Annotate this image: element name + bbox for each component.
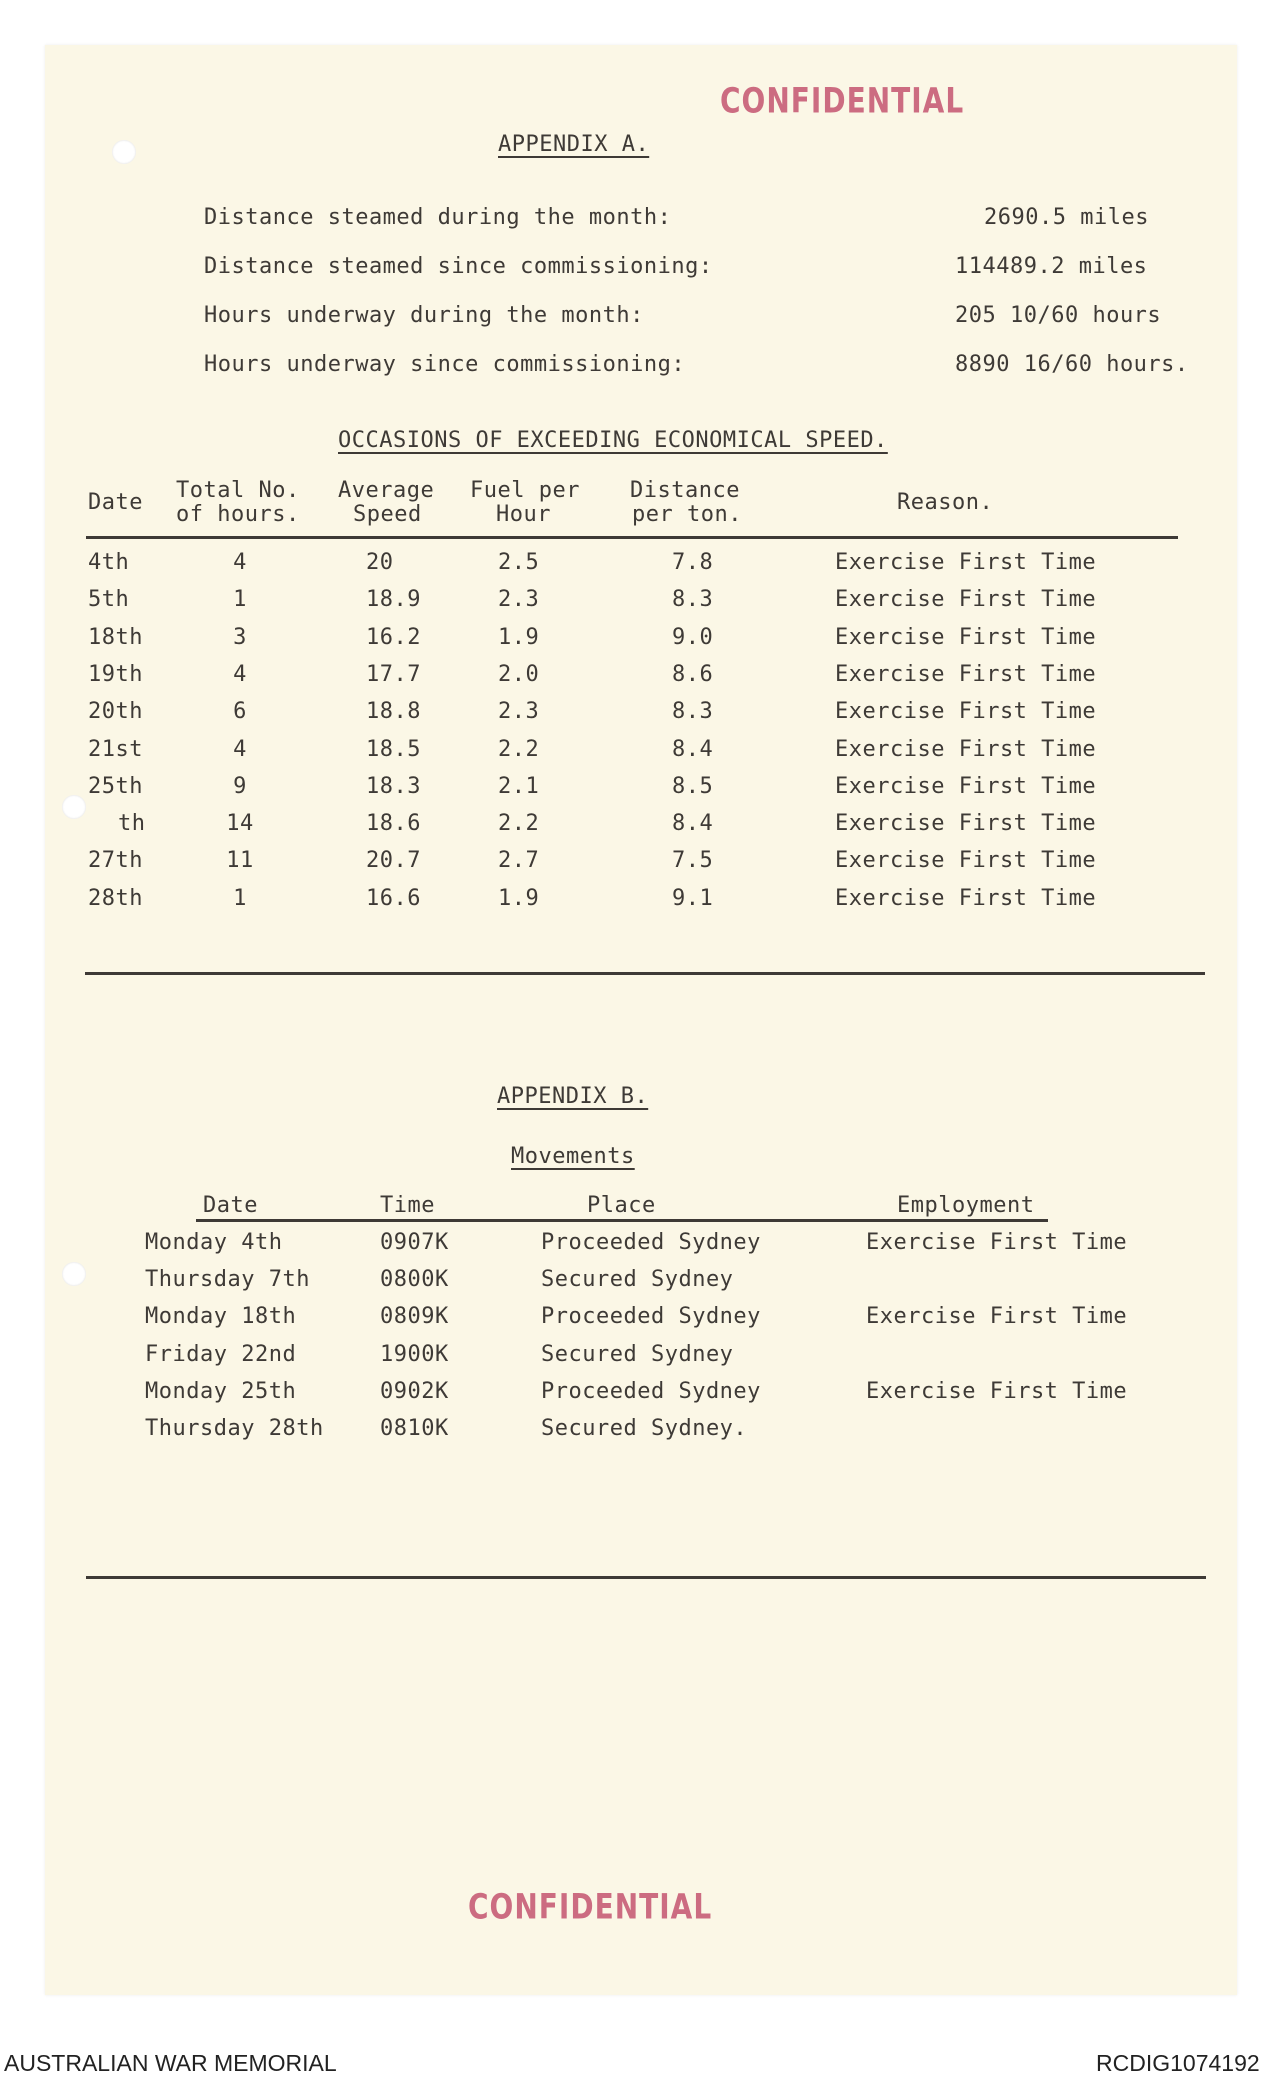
cell-speed: 18.9 (366, 587, 421, 613)
cell-hours: 4 (233, 550, 247, 575)
cell-b-date: Monday 18th (145, 1304, 297, 1330)
cell-reason: Exercise First Time (835, 699, 1097, 725)
cell-date: th (118, 811, 146, 837)
cell-fuel: 2.0 (498, 661, 540, 687)
cell-b-employment: Exercise First Time (866, 1378, 1128, 1404)
cell-b-date: Monday 4th (145, 1230, 283, 1255)
cell-b-time: 0809K (380, 1304, 449, 1330)
cell-reason: Exercise First Time (835, 736, 1097, 762)
cell-fuel: 2.2 (498, 736, 540, 762)
cell-distance: 8.6 (672, 661, 714, 687)
stat-value: 2690.5 miles (984, 205, 1149, 230)
confidential-stamp-bottom: CONFIDENTIAL (468, 1885, 713, 1928)
stat-value: 8890 16/60 hours. (955, 352, 1189, 377)
header-date: Date (88, 490, 143, 515)
cell-speed: 18.5 (366, 736, 421, 762)
header-distance-2: per ton. (632, 502, 742, 527)
cell-b-place: Proceeded Sydney (541, 1230, 761, 1255)
cell-b-time: 0810K (380, 1416, 449, 1441)
cell-fuel: 2.5 (498, 550, 540, 575)
header-speed-2: Speed (353, 502, 422, 527)
cell-b-time: 0907K (380, 1230, 449, 1255)
cell-reason: Exercise First Time (835, 550, 1097, 575)
header-hours-2: of hours. (176, 502, 300, 527)
cell-speed: 16.2 (366, 624, 421, 650)
cell-distance: 7.8 (672, 550, 714, 575)
cell-b-employment: Exercise First Time (866, 1304, 1128, 1330)
cell-hours: 1 (233, 885, 247, 911)
cell-fuel: 2.2 (498, 811, 540, 837)
header-fuel-2: Hour (496, 502, 551, 527)
cell-fuel: 2.7 (498, 848, 540, 874)
section-divider (85, 972, 1205, 975)
cell-reason: Exercise First Time (835, 811, 1097, 837)
cell-hours: 6 (233, 699, 247, 725)
punch-hole (62, 795, 86, 819)
appendix-a-title: APPENDIX A. (498, 132, 650, 157)
stat-value: 114489.2 miles (955, 254, 1148, 279)
cell-hours: 4 (233, 736, 247, 762)
table-header-rule (86, 536, 1178, 539)
cell-hours: 1 (233, 587, 247, 613)
cell-date: 27th (88, 848, 143, 874)
appendix-b-title: APPENDIX B. (497, 1084, 649, 1109)
stat-value: 205 10/60 hours (955, 303, 1162, 328)
table-title: OCCASIONS OF EXCEEDING ECONOMICAL SPEED. (338, 428, 888, 453)
cell-fuel: 1.9 (498, 624, 540, 650)
header-distance-1: Distance (630, 478, 740, 503)
punch-hole (112, 140, 136, 164)
footer-source: AUSTRALIAN WAR MEMORIAL (4, 2050, 337, 2076)
cell-speed: 20.7 (366, 848, 421, 874)
movements-subtitle: Movements (511, 1144, 635, 1169)
cell-date: 25th (88, 773, 143, 799)
header-hours-1: Total No. (176, 478, 300, 503)
cell-b-time: 0800K (380, 1267, 449, 1293)
cell-distance: 8.4 (672, 736, 714, 762)
cell-speed: 18.3 (366, 773, 421, 799)
cell-b-date: Monday 25th (145, 1378, 297, 1404)
stat-label: Hours underway since commissioning: (204, 352, 686, 377)
cell-date: 5th (88, 587, 130, 613)
header-b-date: Date (203, 1193, 258, 1218)
cell-date: 28th (88, 885, 143, 911)
cell-distance: 9.1 (672, 885, 714, 911)
header-speed-1: Average (338, 478, 435, 503)
cell-b-place: Secured Sydney (541, 1267, 734, 1293)
cell-hours: 4 (233, 661, 247, 687)
punch-hole (62, 1262, 86, 1286)
cell-hours: 9 (233, 773, 247, 799)
header-b-time: Time (380, 1193, 435, 1218)
cell-speed: 20 (366, 550, 394, 575)
cell-speed: 18.6 (366, 811, 421, 837)
cell-reason: Exercise First Time (835, 587, 1097, 613)
cell-distance: 8.3 (672, 699, 714, 725)
cell-b-employment: Exercise First Time (866, 1230, 1128, 1255)
cell-reason: Exercise First Time (835, 848, 1097, 874)
cell-fuel: 2.3 (498, 699, 540, 725)
cell-distance: 7.5 (672, 848, 714, 874)
cell-b-date: Thursday 7th (145, 1267, 310, 1293)
cell-b-date: Friday 22nd (145, 1341, 297, 1367)
cell-speed: 18.8 (366, 699, 421, 725)
cell-reason: Exercise First Time (835, 773, 1097, 799)
header-b-place: Place (587, 1193, 656, 1218)
cell-b-date: Thursday 28th (145, 1416, 324, 1441)
cell-speed: 16.6 (366, 885, 421, 911)
cell-reason: Exercise First Time (835, 885, 1097, 911)
cell-b-place: Proceeded Sydney (541, 1378, 761, 1404)
cell-b-place: Secured Sydney. (541, 1416, 748, 1441)
cell-b-time: 1900K (380, 1341, 449, 1367)
cell-date: 20th (88, 699, 143, 725)
cell-b-place: Proceeded Sydney (541, 1304, 761, 1330)
header-fuel-1: Fuel per (470, 478, 580, 503)
cell-distance: 8.5 (672, 773, 714, 799)
bottom-divider (86, 1576, 1206, 1579)
cell-hours: 11 (226, 848, 254, 874)
cell-reason: Exercise First Time (835, 661, 1097, 687)
cell-fuel: 1.9 (498, 885, 540, 911)
stat-label: Hours underway during the month: (204, 303, 644, 328)
stat-label: Distance steamed during the month: (204, 205, 672, 230)
stat-label: Distance steamed since commissioning: (204, 254, 713, 279)
cell-b-time: 0902K (380, 1378, 449, 1404)
document-page (45, 45, 1237, 1995)
confidential-stamp-top: CONFIDENTIAL (720, 79, 965, 122)
cell-speed: 17.7 (366, 661, 421, 687)
cell-distance: 8.4 (672, 811, 714, 837)
cell-distance: 9.0 (672, 624, 714, 650)
movements-header-rule (196, 1219, 1048, 1222)
cell-hours: 14 (226, 811, 254, 837)
cell-hours: 3 (233, 624, 247, 650)
cell-date: 18th (88, 624, 143, 650)
cell-fuel: 2.1 (498, 773, 540, 799)
cell-b-place: Secured Sydney (541, 1341, 734, 1367)
cell-fuel: 2.3 (498, 587, 540, 613)
cell-date: 4th (88, 550, 130, 575)
cell-reason: Exercise First Time (835, 624, 1097, 650)
cell-date: 19th (88, 661, 143, 687)
cell-distance: 8.3 (672, 587, 714, 613)
footer-id: RCDIG1074192 (1096, 2050, 1260, 2076)
cell-date: 21st (88, 736, 143, 762)
header-b-employment: Employment (897, 1193, 1035, 1218)
header-reason: Reason. (897, 490, 994, 515)
